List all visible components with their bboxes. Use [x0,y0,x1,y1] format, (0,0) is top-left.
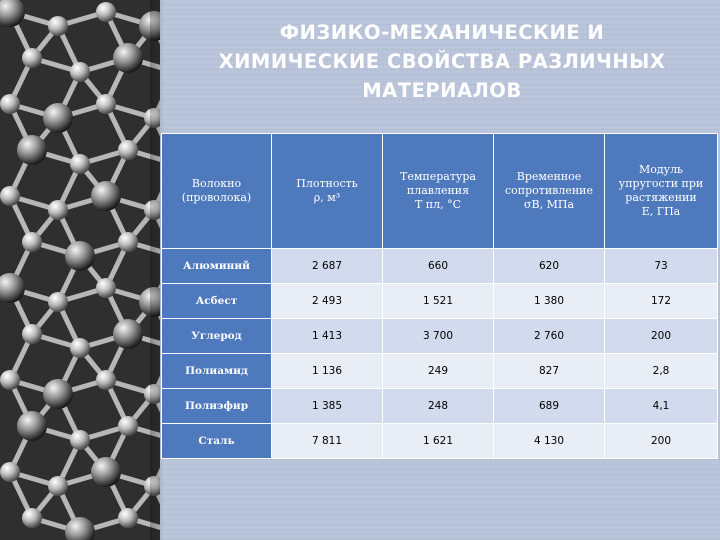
header-melting-temp [383,134,494,249]
atom-sphere [22,232,42,252]
density-value: 1 413 [272,319,383,354]
header-tensile-strength [494,134,605,249]
atom-sphere [96,370,116,390]
tensile-strength-value: 4 130 [494,424,605,459]
atom-sphere [118,416,138,436]
melting-temp-value: 249 [383,354,494,389]
elastic-modulus-value: 2,8 [605,354,718,389]
atom-sphere [48,16,68,36]
atom-sphere [22,324,42,344]
elastic-modulus-value: 4,1 [605,389,718,424]
material-name: Полиамид [162,354,272,389]
atom-sphere [43,379,73,409]
title-line-2: ХИМИЧЕСКИЕ СВОЙСТВА РАЗЛИЧНЫХ [218,50,666,73]
header-text: Плотность [296,177,358,190]
atom-sphere [0,462,20,482]
material-name: Полиэфир [162,389,272,424]
atom-sphere [91,181,121,211]
table-header-row [162,134,718,249]
density-value: 1 136 [272,354,383,389]
atom-sphere [70,430,90,450]
melting-temp-value: 660 [383,249,494,284]
elastic-modulus-value: 200 [605,319,718,354]
material-name: Алюминий [162,249,272,284]
table-row [162,319,718,354]
atom-sphere [17,135,47,165]
table-row [162,389,718,424]
material-name: Углерод [162,319,272,354]
atom-sphere [0,370,20,390]
density-value: 1 385 [272,389,383,424]
atom-sphere [0,94,20,114]
table-row [162,354,718,389]
header-text: Т пл, °С [414,198,462,211]
density-value: 7 811 [272,424,383,459]
material-name: Асбест [162,284,272,319]
density-value: 2 687 [272,249,383,284]
header-density [272,134,383,249]
tensile-strength-value: 689 [494,389,605,424]
header-text: Модуль [638,163,684,176]
melting-temp-value: 3 700 [383,319,494,354]
atom-sphere [48,476,68,496]
tensile-strength-value: 827 [494,354,605,389]
header-text: растяжении [625,191,697,204]
atom-sphere [91,457,121,487]
atom-sphere [22,48,42,68]
atom-sphere [70,154,90,174]
header-text: E, ГПа [641,205,681,218]
atom-sphere [43,103,73,133]
header-text: Временное [516,170,582,183]
density-value: 2 493 [272,284,383,319]
atom-sphere [48,200,68,220]
melting-temp-value: 1 521 [383,284,494,319]
tensile-strength-value: 2 760 [494,319,605,354]
atom-sphere [96,278,116,298]
material-name: Сталь [162,424,272,459]
atom-sphere [48,292,68,312]
atom-sphere [113,319,143,349]
header-text: сопротивление [504,184,594,197]
tensile-strength-value: 620 [494,249,605,284]
table-row [162,284,718,319]
header-text: Волокно [191,177,242,190]
atom-sphere [70,62,90,82]
properties-table [161,133,718,459]
atom-sphere [118,140,138,160]
tensile-strength-value: 1 380 [494,284,605,319]
atom-sphere [70,338,90,358]
atom-sphere [118,508,138,528]
atom-sphere [96,94,116,114]
atom-sphere [96,2,116,22]
header-text: (проволока) [181,191,252,204]
table-row [162,424,718,459]
atom-sphere [118,232,138,252]
table-row [162,249,718,284]
atom-sphere [22,508,42,528]
header-text: упругости при [618,177,704,190]
header-text: Температура [399,170,476,183]
header-text: ρ, м³ [313,191,341,204]
melting-temp-value: 1 621 [383,424,494,459]
atom-sphere [17,411,47,441]
header-fiber [162,134,272,249]
atom-sphere [0,186,20,206]
melting-temp-value: 248 [383,389,494,424]
elastic-modulus-value: 200 [605,424,718,459]
atom-sphere [65,241,95,271]
header-elastic-modulus [605,134,718,249]
elastic-modulus-value: 73 [605,249,718,284]
title-line-3: МАТЕРИАЛОВ [362,79,522,102]
slide-title [164,18,720,105]
molecular-model-icon [0,0,160,540]
header-text: плавления [406,184,470,197]
title-line-1: ФИЗИКО-МЕХАНИЧЕСКИЕ И [279,21,605,44]
atom-sphere [113,43,143,73]
elastic-modulus-value: 172 [605,284,718,319]
header-text: σB, МПа [524,198,574,211]
